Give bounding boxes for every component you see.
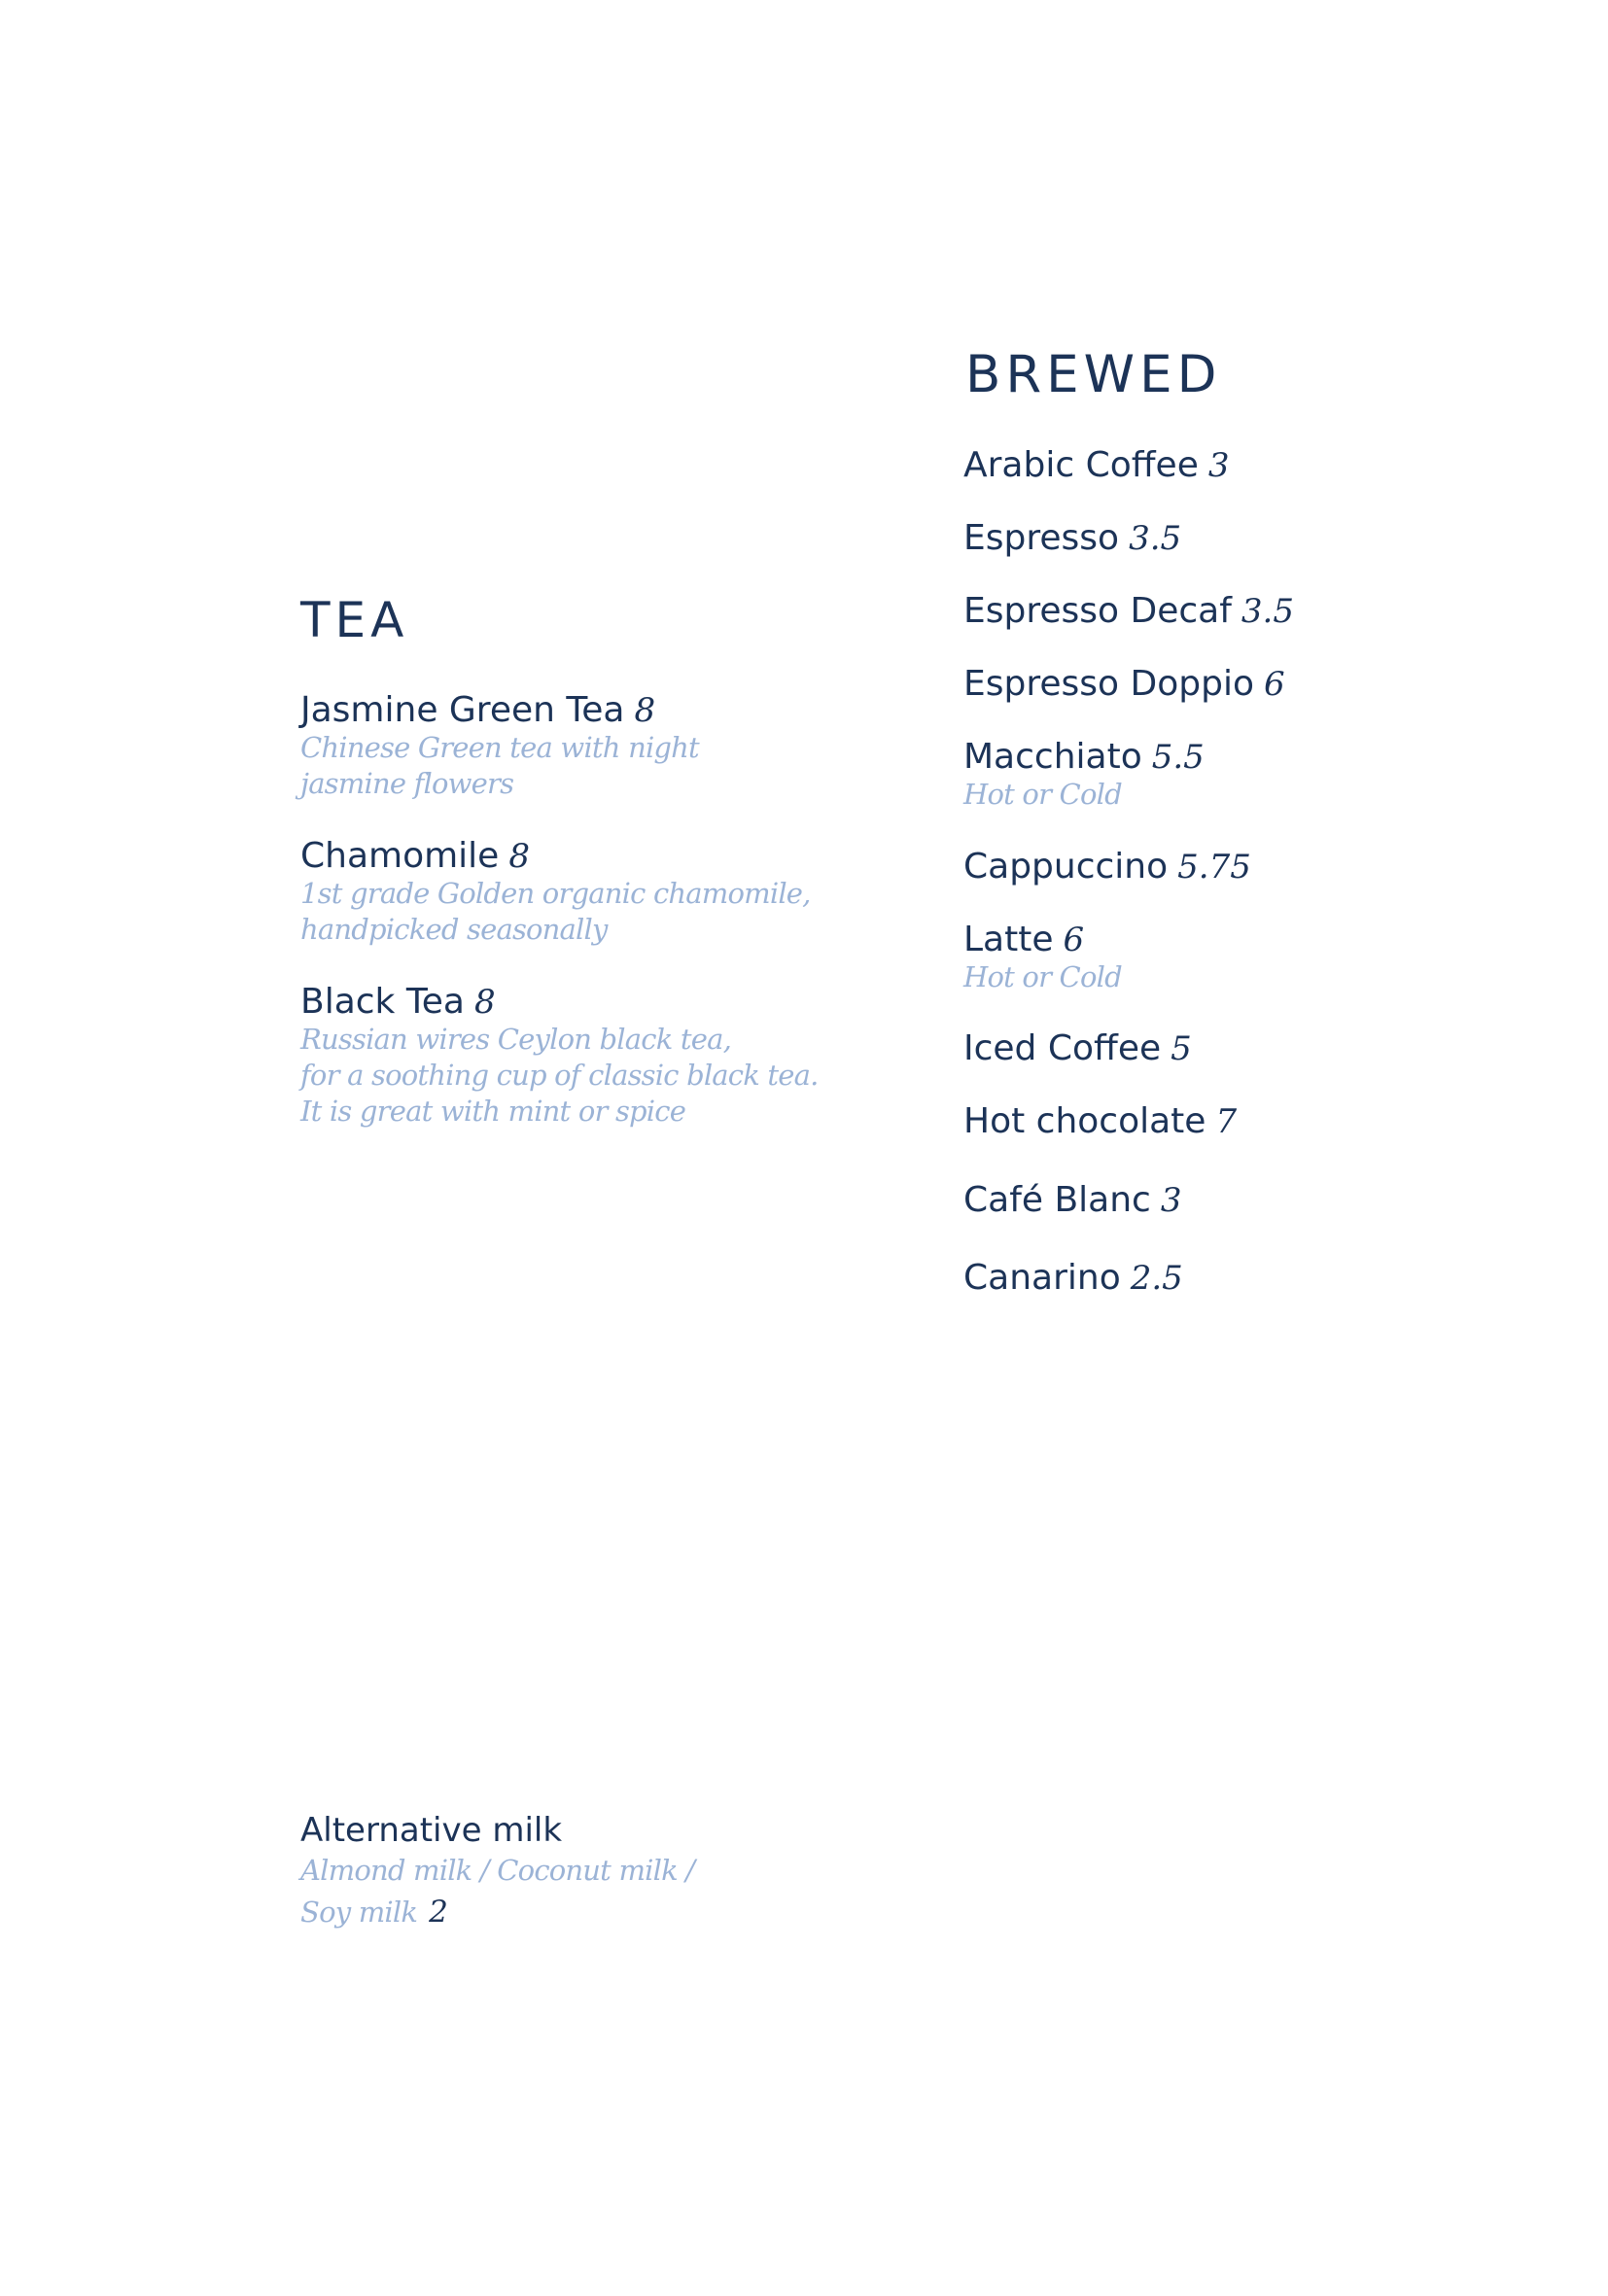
brewed-item-cafe-blanc (963, 1181, 1181, 1220)
tea-item-description: Chinese Green tea with night jasmine flowers (300, 731, 699, 800)
brewed-item-name: Espresso Doppio (963, 664, 1254, 704)
tea-item-description: 1st grade Golden organic chamomile, handpicked seasonally (300, 877, 811, 946)
brewed-item-price: 3.5 (1241, 592, 1294, 631)
brewed-item-iced-coffee (963, 1029, 1192, 1068)
brewed-item-arabic-coffee (963, 446, 1229, 485)
brewed-heading: BREWED (965, 345, 1222, 404)
brewed-item-name: Iced Coffee (963, 1028, 1162, 1068)
tea-item-price: 8 (473, 983, 496, 1022)
brewed-item-cappuccino (963, 848, 1251, 887)
brewed-item-name: Espresso Decaf (963, 591, 1232, 631)
tea-item-description: Russian wires Ceylon black tea, for a soothing cup of classic black tea. It is great with mint or spice (300, 1023, 819, 1128)
brewed-item-espresso (963, 519, 1181, 558)
brewed-item-name: Hot chocolate (963, 1101, 1206, 1141)
alternative-milk-title: Alternative milk (300, 1811, 563, 1850)
tea-item-price: 8 (508, 837, 530, 876)
brewed-item-price: 6 (1063, 921, 1085, 959)
tea-item-chamomile (300, 837, 811, 948)
tea-item-jasmine (300, 691, 699, 802)
alternative-milk-section (300, 1811, 694, 1933)
brewed-item-price: 2.5 (1130, 1259, 1183, 1298)
brewed-item-name: Macchiato (963, 737, 1142, 777)
brewed-item-price: 5 (1171, 1029, 1192, 1068)
brewed-item-name: Latte (963, 920, 1054, 959)
tea-item-black-tea (300, 983, 819, 1130)
brewed-item-price: 3 (1160, 1181, 1182, 1220)
brewed-item-macchiato (963, 738, 1205, 813)
tea-item-name: Chamomile (300, 836, 500, 876)
brewed-item-price: 5.5 (1151, 738, 1205, 777)
tea-item-name: Jasmine Green Tea (300, 690, 625, 730)
brewed-item-price: 5.75 (1177, 848, 1251, 887)
brewed-item-name: Espresso (963, 518, 1120, 558)
brewed-item-price: 7 (1215, 1102, 1238, 1141)
brewed-item-note: Hot or Cold (963, 960, 1122, 993)
brewed-item-name: Café Blanc (963, 1180, 1151, 1220)
alternative-milk-description: Almond milk / Coconut milk / Soy milk 2 (300, 1854, 695, 1930)
tea-heading: TEA (300, 592, 409, 648)
alternative-milk-price: 2 (429, 1895, 448, 1930)
brewed-item-espresso-doppio (963, 665, 1285, 704)
tea-item-price: 8 (634, 691, 656, 730)
brewed-item-name: Cappuccino (963, 847, 1169, 887)
tea-item-name: Black Tea (300, 982, 465, 1022)
brewed-item-price: 3 (1207, 446, 1230, 485)
brewed-item-latte (963, 921, 1122, 995)
brewed-item-price: 6 (1263, 665, 1285, 704)
brewed-item-name: Canarino (963, 1258, 1121, 1298)
brewed-item-hot-chocolate (963, 1102, 1237, 1141)
brewed-item-name: Arabic Coffee (963, 445, 1199, 485)
brewed-item-canarino (963, 1259, 1183, 1298)
brewed-item-note: Hot or Cold (963, 778, 1122, 811)
brewed-item-espresso-decaf (963, 592, 1294, 631)
brewed-item-price: 3.5 (1129, 519, 1182, 558)
